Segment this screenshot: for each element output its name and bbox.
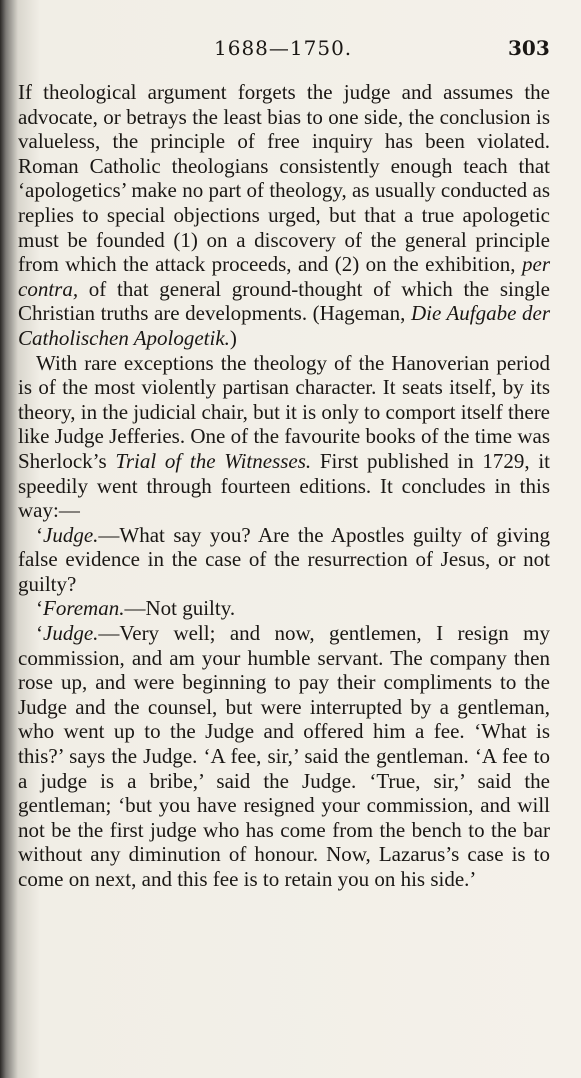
- paragraph-2-text-cont: First published in 1729, it speedily went through fourteen editions. It concludes in this way:—: [18, 448, 550, 523]
- cited-work-title: Die Aufgabe der Catholischen Apologetik.: [18, 301, 551, 350]
- paragraph-1-text: If theological argument forgets the judge and assumes the advocate, or betrays the least bias to one side, the conclusion is valueless, the principle of free inquiry has been violated. Roman Catholic theologians consistently enough teach that ‘apologetics’ make no part of theology, as usually conducted as replies to special objections urged, but that a true apologetic must be founded (1) on a discovery of the general principle from which the attack proceeds, and (2) on the exhibition,: [18, 80, 550, 277]
- quote-judge-1: [18, 523, 550, 597]
- quote-text: —Not guilty.: [124, 596, 236, 621]
- book-title: Trial of the Witnesses.: [115, 448, 312, 473]
- paragraph-2-text: With rare exceptions the theology of the Hanoverian period is of the most violently partisan character. It seats itself, by its theory, in the judicial chair, but it is only to comport itself there like Judge Jefferies. One of the favourite books of the time was Sherlock’s: [18, 350, 551, 473]
- quote-mark: ‘: [36, 522, 43, 547]
- body-text: [18, 80, 550, 892]
- speaker-label: Foreman.: [43, 596, 125, 621]
- page-header: [0, 36, 581, 64]
- running-head: 1688—1750.: [214, 36, 353, 60]
- speaker-label: Judge.: [43, 621, 99, 646]
- quote-judge-2: [18, 621, 550, 892]
- page-number: 303: [508, 36, 550, 60]
- quote-text: —What say you? Are the Apostles guilty of giving false evidence in the case of the resurrection of Jesus, or not guilty?: [18, 522, 550, 596]
- latin-phrase: per contra,: [18, 252, 550, 301]
- paragraph-1-text-cont: of that general ground-thought of which the single Christian truths are developments. (Hageman,: [18, 276, 550, 326]
- paragraph-1: [18, 80, 550, 351]
- paragraph-2: [18, 351, 550, 523]
- speaker-label: Judge.: [43, 522, 99, 547]
- quote-foreman: [18, 596, 550, 621]
- quote-text: —Very well; and now, gentlemen, I resign my commission, and am your humble servant. The company then rose up, and were beginning to pay their compliments to the Judge and the counsel, but were interrupted by a gentleman, who went up to the Judge and offered him a fee. ‘What is this?’ says the Judge. ‘A fee, sir,’ said the gentleman. ‘A fee to a judge is a bribe,’ said the Judge. ‘True, sir,’ said the gentleman; ‘but you have resigned your commission, and will not be the first judge who has come from the bench to the bar without any diminution of honour. Now, Lazarus’s case is to come on next, and this fee is to retain you on his side.’: [18, 621, 550, 891]
- paragraph-1-close: ): [229, 325, 237, 350]
- quote-mark: ‘: [36, 621, 43, 646]
- quote-mark: ‘: [36, 596, 43, 621]
